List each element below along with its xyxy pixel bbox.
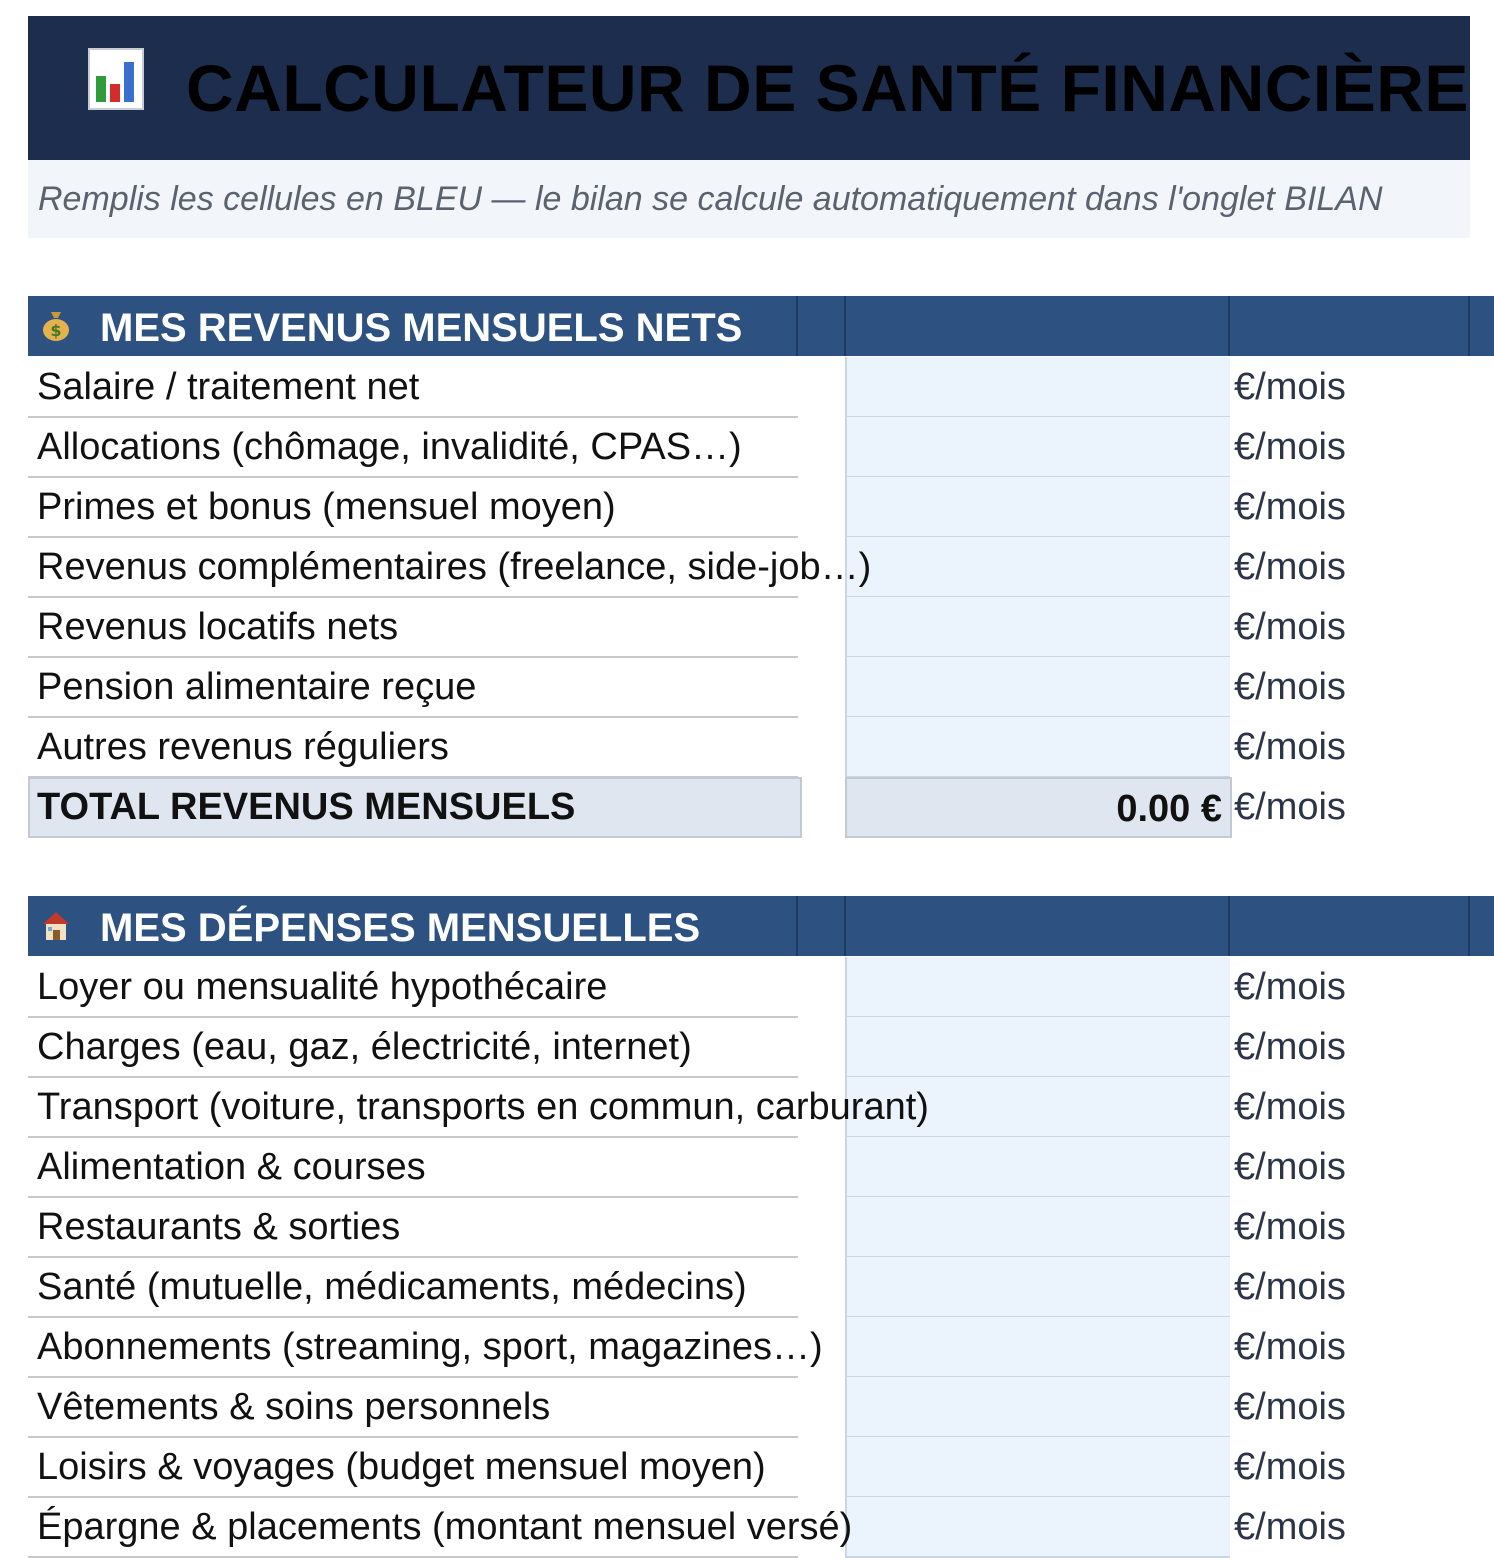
row-label: Transport (voiture, transports en commun, carburant) — [37, 1086, 929, 1128]
table-row — [28, 1377, 1494, 1437]
amount-input[interactable] — [845, 1377, 1230, 1438]
table-row — [28, 537, 1494, 597]
unit-label: €/mois — [1234, 366, 1346, 408]
row-label: Loisirs & voyages (budget mensuel moyen) — [37, 1446, 766, 1488]
row-label: Autres revenus réguliers — [37, 726, 449, 768]
row-label: Abonnements (streaming, sport, magazines…) — [37, 1326, 823, 1368]
unit-label: €/mois — [1234, 726, 1346, 768]
section-header-revenus — [28, 296, 1494, 356]
amount-input[interactable] — [845, 1137, 1230, 1198]
row-label: Vêtements & soins personnels — [37, 1386, 551, 1428]
amount-input[interactable] — [845, 1317, 1230, 1378]
unit-label: €/mois — [1234, 486, 1346, 528]
table-row — [28, 1017, 1494, 1077]
total-row — [28, 777, 1494, 837]
bar-chart-icon — [88, 48, 144, 110]
amount-input[interactable] — [845, 1497, 1230, 1558]
row-label: Restaurants & sorties — [37, 1206, 401, 1248]
svg-text:$: $ — [50, 321, 62, 340]
table-row — [28, 1077, 1494, 1137]
row-label: Allocations (chômage, invalidité, CPAS…) — [37, 426, 742, 468]
row-label: Épargne & placements (montant mensuel versé) — [37, 1506, 853, 1548]
table-row — [28, 717, 1494, 777]
unit-label: €/mois — [1234, 1446, 1346, 1488]
unit-label: €/mois — [1234, 1326, 1346, 1368]
total-label: TOTAL REVENUS MENSUELS — [37, 786, 576, 828]
page-title: CALCULATEUR DE SANTÉ FINANCIÈRE — [186, 51, 1469, 125]
amount-input[interactable] — [845, 477, 1230, 538]
table-row — [28, 957, 1494, 1017]
unit-label: €/mois — [1234, 1086, 1346, 1128]
row-label: Santé (mutuelle, médicaments, médecins) — [37, 1266, 747, 1308]
total-value: 0.00 € — [1116, 788, 1222, 830]
unit-label: €/mois — [1234, 426, 1346, 468]
amount-input[interactable] — [845, 1017, 1230, 1078]
row-label: Alimentation & courses — [37, 1146, 426, 1188]
row-label: Salaire / traitement net — [37, 366, 420, 408]
unit-label: €/mois — [1234, 786, 1346, 828]
row-label: Pension alimentaire reçue — [37, 666, 477, 708]
amount-input[interactable] — [845, 357, 1230, 418]
unit-label: €/mois — [1234, 1266, 1346, 1308]
amount-input[interactable] — [845, 657, 1230, 718]
row-label: Revenus locatifs nets — [37, 606, 399, 648]
amount-input[interactable] — [845, 537, 1230, 598]
table-row — [28, 417, 1494, 477]
section-title-depenses: MES DÉPENSES MENSUELLES — [100, 906, 701, 950]
table-row — [28, 597, 1494, 657]
amount-input[interactable] — [845, 417, 1230, 478]
row-label: Loyer ou mensualité hypothécaire — [37, 966, 608, 1008]
row-label: Revenus complémentaires (freelance, side-job…) — [37, 546, 872, 588]
unit-label: €/mois — [1234, 666, 1346, 708]
house-icon — [40, 908, 72, 942]
unit-label: €/mois — [1234, 606, 1346, 648]
amount-input[interactable] — [845, 1257, 1230, 1318]
table-row — [28, 657, 1494, 717]
row-label: Charges (eau, gaz, électricité, internet) — [37, 1026, 692, 1068]
unit-label: €/mois — [1234, 1206, 1346, 1248]
amount-input[interactable] — [845, 597, 1230, 658]
table-row — [28, 357, 1494, 417]
table-row — [28, 1257, 1494, 1317]
instructions-text: Remplis les cellules en BLEU — le bilan se calcule automatiquement dans l'onglet BILAN — [38, 180, 1383, 218]
table-row — [28, 1137, 1494, 1197]
table-row — [28, 1317, 1494, 1377]
unit-label: €/mois — [1234, 1386, 1346, 1428]
table-row — [28, 1437, 1494, 1497]
table-row — [28, 1497, 1494, 1557]
row-label: Primes et bonus (mensuel moyen) — [37, 486, 616, 528]
unit-label: €/mois — [1234, 546, 1346, 588]
amount-input[interactable] — [845, 957, 1230, 1018]
subtitle-bar — [28, 160, 1470, 238]
total-value-cell — [845, 777, 1232, 838]
table-row — [28, 1197, 1494, 1257]
unit-label: €/mois — [1234, 1026, 1346, 1068]
amount-input[interactable] — [845, 1197, 1230, 1258]
section-header-depenses — [28, 896, 1494, 956]
amount-input[interactable] — [845, 1437, 1230, 1498]
amount-input[interactable] — [845, 717, 1230, 778]
unit-label: €/mois — [1234, 1146, 1346, 1188]
money-bag-icon — [40, 308, 72, 342]
unit-label: €/mois — [1234, 1506, 1346, 1548]
section-title-revenus: MES REVENUS MENSUELS NETS — [100, 306, 743, 350]
table-row — [28, 477, 1494, 537]
unit-label: €/mois — [1234, 966, 1346, 1008]
